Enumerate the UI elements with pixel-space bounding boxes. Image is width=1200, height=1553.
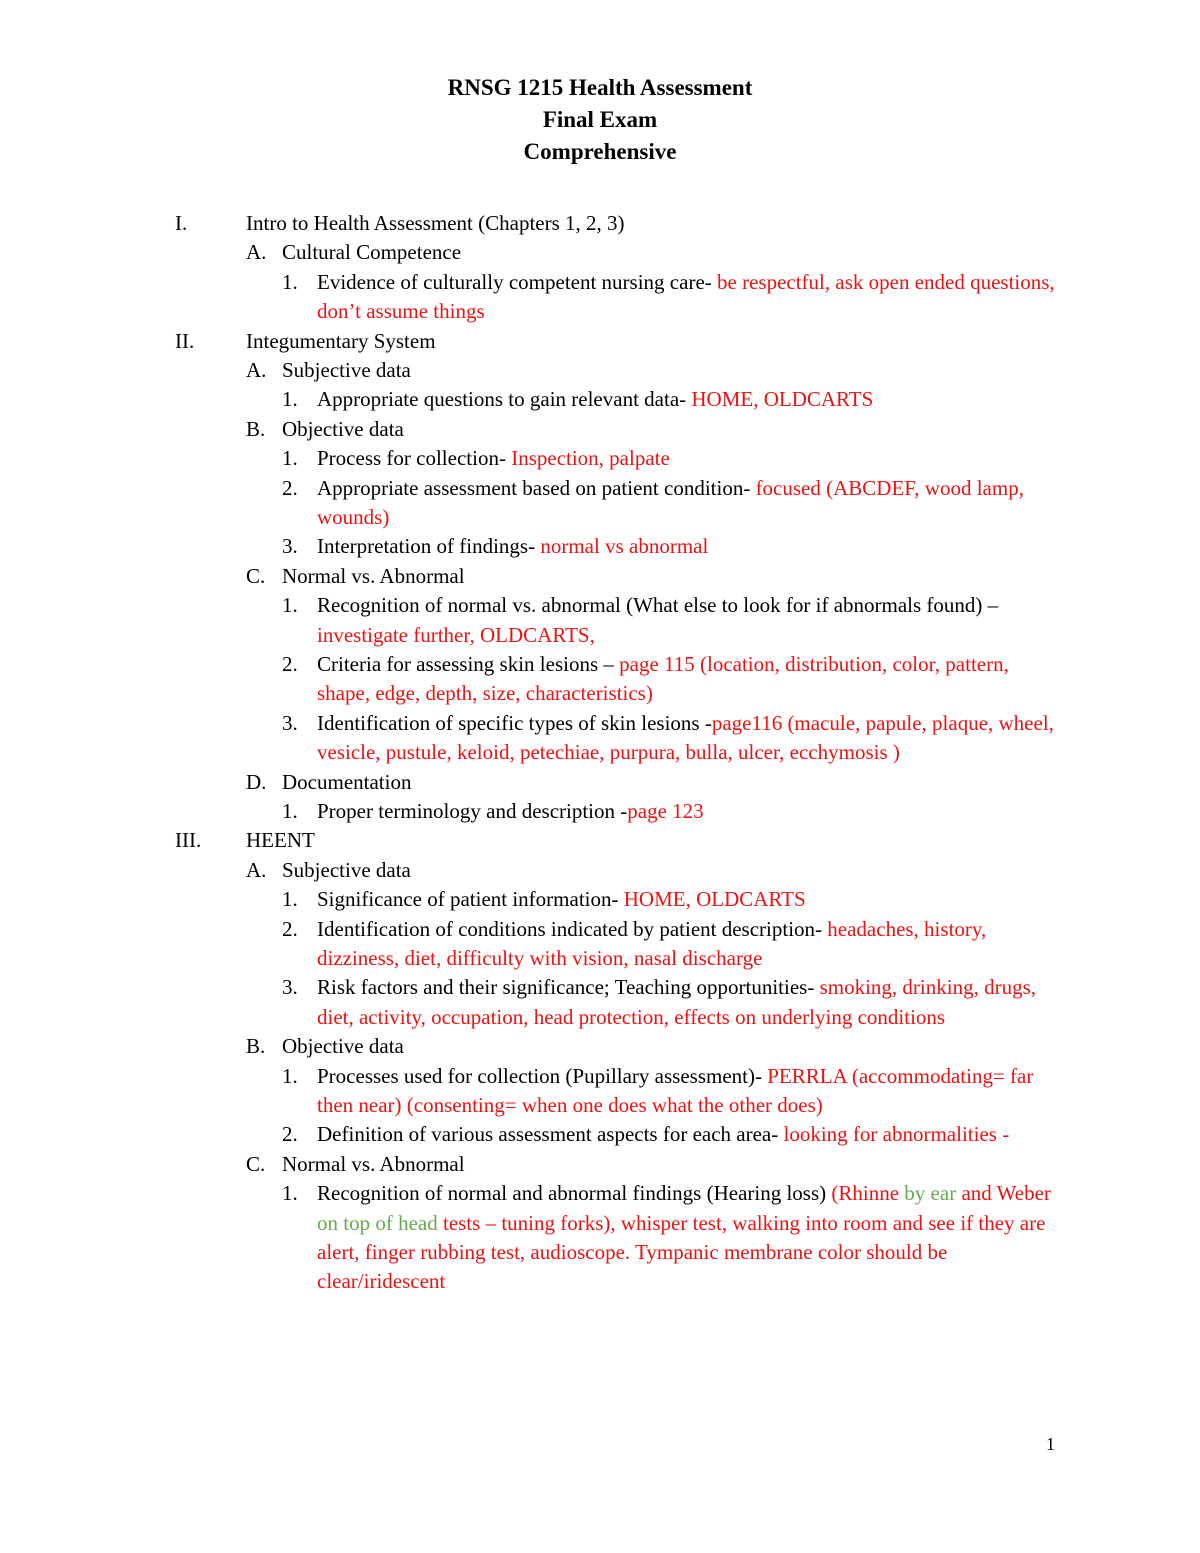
- outline-subsection: [0, 562, 1200, 768]
- item-answer: page116 (macule, papule, plaque, wheel, vesicle, pustule, keloid, petechiae, purpura, bulla, ulcer, ecchymosis ): [317, 710, 1054, 765]
- outline-item: [0, 797, 1057, 826]
- outline-section: [0, 826, 1200, 1296]
- outline-subsection: [0, 856, 1200, 1032]
- title-scope: Comprehensive: [523, 139, 677, 164]
- section-title: HEENT: [246, 828, 315, 853]
- outline-item: [0, 474, 1057, 533]
- item-number: 1.: [282, 593, 298, 618]
- item-prompt: Process for collection-: [317, 446, 506, 471]
- subsection-title: Documentation: [282, 769, 412, 794]
- outline-item: [0, 591, 1057, 650]
- subsection-letter: C.: [246, 1151, 266, 1176]
- item-number: 2.: [282, 1122, 298, 1147]
- page-number: 1: [1046, 1434, 1055, 1454]
- subsection-letter: B.: [246, 1034, 266, 1059]
- item-answer: be respectful, ask open ended questions, don’t assume things: [317, 269, 1055, 324]
- item-prompt: Identification of conditions indicated by patient description-: [317, 916, 823, 941]
- item-answer: and Weber: [956, 1181, 1051, 1206]
- subsection-heading: [0, 238, 1200, 267]
- section-title: Integumentary System: [246, 328, 436, 353]
- title-exam: Final Exam: [542, 107, 658, 132]
- subsection-title: Subjective data: [282, 857, 411, 882]
- item-answer: normal vs abnormal: [535, 534, 709, 559]
- item-answer: HOME, OLDCARTS: [686, 387, 874, 412]
- item-prompt: Evidence of culturally competent nursing care-: [317, 269, 712, 294]
- subsection-letter: D.: [246, 769, 267, 794]
- subsection-heading: [0, 356, 1200, 385]
- item-number: 1.: [282, 887, 298, 912]
- outline-item: [0, 1062, 1057, 1121]
- section-numeral: II.: [175, 328, 195, 353]
- item-number: 3.: [282, 975, 298, 1000]
- item-answer: page 115 (location, distribution, color, pattern, shape, edge, depth, size, characteristics): [317, 652, 1009, 706]
- outline-subsection: [0, 415, 1200, 562]
- subsection-title: Objective data: [282, 1034, 404, 1059]
- item-answer-highlight: on top of head: [317, 1210, 438, 1235]
- subsection-title: Subjective data: [282, 357, 411, 382]
- outline-item: [0, 973, 1057, 1032]
- item-answer-highlight: by ear: [904, 1181, 957, 1206]
- item-answer: Inspection, palpate: [505, 446, 670, 471]
- item-prompt: Significance of patient information-: [317, 887, 619, 912]
- subsection-heading: [0, 1032, 1200, 1061]
- item-number: 1.: [282, 799, 298, 824]
- outline-item: [0, 650, 1057, 709]
- outline-subsection: [0, 356, 1200, 415]
- subsection-title: Normal vs. Abnormal: [282, 563, 465, 588]
- item-number: 2.: [282, 652, 298, 676]
- item-prompt: Risk factors and their significance; Teaching opportunities-: [317, 975, 815, 1000]
- outline-item: [0, 268, 1057, 327]
- outline-subsection: [0, 1150, 1200, 1297]
- subsection-letter: C.: [246, 563, 266, 588]
- outline-item: [0, 444, 1057, 473]
- item-number: 1.: [282, 1063, 298, 1088]
- outline-section: [0, 209, 1200, 327]
- item-prompt: Processes used for collection (Pupillary assessment)-: [317, 1063, 762, 1088]
- outline-item: [0, 1179, 1057, 1297]
- outline-item: [0, 915, 1057, 974]
- item-answer: looking for abnormalities -: [778, 1122, 1010, 1147]
- outline-section: [0, 327, 1200, 827]
- subsection-letter: A.: [246, 240, 267, 265]
- outline-subsection: [0, 768, 1200, 827]
- item-answer: PERRLA (accommodating= far then near) (consenting= when one does what the other does): [317, 1063, 1034, 1118]
- item-answer: investigate further, OLDCARTS,: [317, 622, 595, 647]
- item-answer: tests – tuning forks), whisper test, walking into room and see if they are alert, finger rubbing test, audioscope. Tympanic membrane color should be clear/iridescent: [317, 1210, 1046, 1294]
- item-answer: page 123: [627, 799, 704, 824]
- section-numeral: I.: [175, 211, 188, 235]
- outline-subsection: [0, 1032, 1200, 1150]
- outline-item: [0, 385, 1057, 414]
- item-number: 1.: [282, 446, 298, 471]
- item-number: 1.: [282, 269, 298, 294]
- title-course: RNSG 1215 Health Assessment: [447, 75, 753, 100]
- outline-item: [0, 1120, 1057, 1149]
- subsection-heading: [0, 562, 1200, 591]
- item-answer: (Rhinne: [831, 1181, 905, 1206]
- outline-item: [0, 885, 1057, 914]
- section-title: Intro to Health Assessment (Chapters 1, 2, 3): [246, 211, 625, 235]
- document-title: [0, 72, 1200, 168]
- subsection-letter: A.: [246, 857, 267, 882]
- item-number: 3.: [282, 710, 298, 735]
- subsection-heading: [0, 768, 1200, 797]
- item-prompt: Recognition of normal and abnormal findings (Hearing loss): [317, 1181, 832, 1206]
- section-heading: [0, 826, 1200, 855]
- item-number: 3.: [282, 534, 298, 559]
- item-number: 1.: [282, 387, 298, 412]
- item-number: 2.: [282, 916, 298, 941]
- item-answer: headaches, history, dizziness, diet, difficulty with vision, nasal discharge: [317, 916, 987, 971]
- outline-subsection: [0, 238, 1200, 326]
- item-prompt: Criteria for assessing skin lesions –: [317, 652, 620, 676]
- item-answer: focused (ABCDEF, wood lamp, wounds): [317, 475, 1024, 529]
- subsection-letter: A.: [246, 357, 267, 382]
- item-answer: HOME, OLDCARTS: [618, 887, 806, 912]
- item-prompt: Appropriate assessment based on patient condition-: [317, 475, 751, 500]
- subsection-title: Normal vs. Abnormal: [282, 1151, 465, 1176]
- item-answer: smoking, drinking, drugs, diet, activity, occupation, head protection, effects on underlying conditions: [317, 975, 1037, 1029]
- subsection-heading: [0, 1150, 1200, 1179]
- item-prompt: Interpretation of findings-: [317, 534, 536, 559]
- outline: [0, 209, 1200, 1297]
- subsection-letter: B.: [246, 416, 266, 441]
- item-prompt: Identification of specific types of skin lesions -: [317, 710, 712, 735]
- section-numeral: III.: [175, 828, 202, 853]
- subsection-heading: [0, 856, 1200, 885]
- section-heading: [0, 327, 1200, 356]
- subsection-title: Cultural Competence: [282, 240, 462, 265]
- subsection-heading: [0, 415, 1200, 444]
- item-prompt: Proper terminology and description -: [317, 799, 628, 824]
- outline-item: [0, 532, 1057, 561]
- item-number: 2.: [282, 475, 298, 500]
- subsection-title: Objective data: [282, 416, 404, 441]
- item-number: 1.: [282, 1181, 298, 1206]
- item-prompt: Recognition of normal vs. abnormal (What else to look for if abnormals found) –: [317, 593, 999, 618]
- outline-item: [0, 709, 1057, 768]
- item-prompt: Appropriate questions to gain relevant data-: [317, 387, 687, 412]
- section-heading: [0, 209, 1200, 238]
- item-prompt: Definition of various assessment aspects for each area-: [317, 1122, 779, 1147]
